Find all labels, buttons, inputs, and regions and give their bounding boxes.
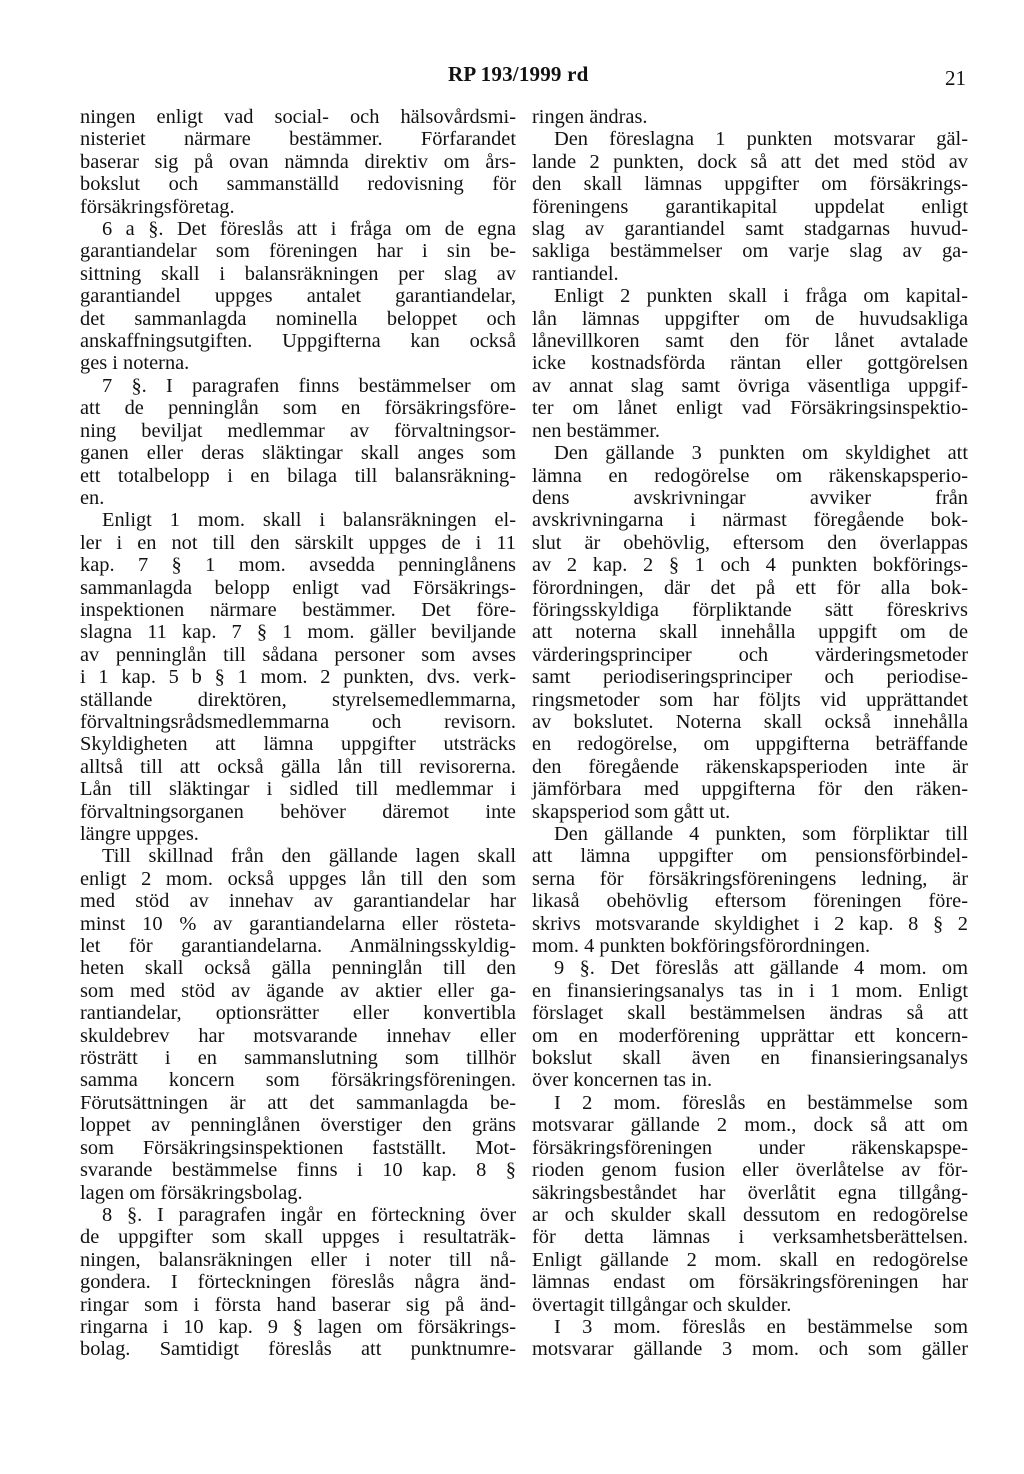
left-column-text-line: bolag. Samtidigt föreslås att punktnumre-: [80, 1338, 516, 1361]
left-column-text-line: 8 §. I paragrafen ingår en förteckning över: [102, 1203, 516, 1226]
right-column-text-line: att lämna uppgifter om pensionsförbindel-: [532, 845, 968, 868]
right-column-text-line: ringsmetoder som har följts vid upprättandet: [532, 688, 968, 711]
right-column-text-line: mom. 4 punkten bokföringsförordningen.: [532, 935, 871, 958]
left-column-text-line: en.: [80, 486, 105, 509]
left-column-text-line: Skyldigheten att lämna uppgifter utsträcks: [80, 733, 516, 756]
left-column-text-line: heten skall också gälla penninglån till den: [80, 957, 516, 980]
right-column-text-line: 9 §. Det föreslås att gällande 4 mom. om: [554, 957, 968, 980]
right-column-text-line: slag av garantiandel samt stadgarnas huvud-: [532, 218, 968, 241]
left-column-text-line: samma koncern som försäkringsföreningen.: [80, 1069, 516, 1092]
right-column-text-line: av bokslutet. Noterna skall också innehålla: [532, 710, 968, 733]
left-column-text-line: ställande direktören, styrelsemedlemmarna,: [80, 688, 516, 711]
right-column-text-line: för detta lämnas i verksamhetsberättelsen.: [532, 1226, 968, 1249]
left-column-text-line: ringarna i 10 kap. 9 § lagen om försäkrings-: [80, 1315, 516, 1338]
right-column-text-line: en finansieringsanalys tas in i 1 mom. Enligt: [532, 979, 968, 1002]
left-column-text-line: loppet av penninglånen överstiger den gräns: [80, 1114, 516, 1137]
left-column-text-line: ler i en not till den särskilt uppges de i 11: [80, 531, 516, 554]
left-column-text-line: ningen, balansräkningen eller i noter till nå-: [80, 1248, 516, 1271]
right-column-text-line: skapsperiod som gått ut.: [532, 800, 731, 823]
right-column-text-line: förslaget skall bestämmelsen ändras så att: [532, 1002, 968, 1025]
right-column-text-line: jämförbara med uppgifterna för den räken-: [532, 778, 968, 801]
left-column-text-line: av penninglån till sådana personer som avses: [80, 643, 516, 666]
right-column-text-line: lånevillkoren samt den för lånet avtalade: [532, 330, 968, 353]
right-column-text-line: den skall lämnas uppgifter om försäkrings-: [532, 173, 968, 196]
left-column-text-line: let för garantiandelarna. Anmälningsskyldig-: [80, 935, 516, 958]
right-column-text-line: icke kostnadsförda räntan eller gottgörelsen: [532, 352, 968, 375]
left-column-text-line: slagna 11 kap. 7 § 1 mom. gäller beviljande: [80, 621, 516, 644]
right-column-text-line: rantiandel.: [532, 262, 619, 285]
left-column-text-line: som Försäkringsinspektionen fastställt. Mot-: [80, 1136, 516, 1159]
left-column-text-line: skuldebrev har motsvarande innehav eller: [80, 1024, 516, 1047]
left-column-text-line: sammanlagda belopp enligt vad Försäkrings-: [80, 576, 516, 599]
right-column-text-line: bokslut skall även en finansieringsanalys: [532, 1047, 968, 1070]
left-column-text-line: garantiandelar som föreningen har i sin be-: [80, 240, 516, 263]
left-column-text-line: 7 §. I paragrafen finns bestämmelser om: [102, 374, 516, 397]
right-column-text-line: lån lämnas uppgifter om de huvudsakliga: [532, 307, 968, 330]
left-column-text-line: bokslut och sammanställd redovisning för: [80, 173, 516, 196]
right-column-text-line: den föregående räkenskapsperioden inte är: [532, 755, 968, 778]
left-column-text-line: som med stöd av ägande av aktier eller ga-: [80, 979, 516, 1002]
right-column-text-line: föreningens garantikapital uppdelat enligt: [532, 195, 968, 218]
right-column-text-line: Den föreslagna 1 punkten motsvarar gäl-: [554, 128, 968, 151]
left-column-text-line: alltså till att också gälla lån till revisorerna.: [80, 755, 516, 778]
right-column-text-line: ar och skulder skall dessutom en redogörelse: [532, 1203, 968, 1226]
right-column-text-line: ringen ändras.: [532, 106, 648, 128]
right-column-text-line: rioden genom fusion eller överlåtelse av för-: [532, 1159, 968, 1182]
left-column-text-line: minst 10 % av garantiandelarna eller rösteta-: [80, 912, 516, 935]
left-column-text-line: Lån till släktingar i sidled till medlemmar i: [80, 778, 516, 801]
right-column-text-line: samt periodiseringsprinciper och periodise-: [532, 666, 968, 689]
left-column-text-line: inspektionen närmare bestämmer. Det före-: [80, 598, 516, 621]
right-column-text-line: värderingsprinciper och värderingsmetoder: [532, 643, 968, 666]
right-column-text-line: föringsskyldiga förpliktande sätt föreskrivs: [532, 598, 968, 621]
right-column-text-line: Enligt gällande 2 mom. skall en redogörelse: [532, 1248, 968, 1271]
left-column-text-line: kap. 7 § 1 mom. avsedda penninglånens: [80, 554, 516, 577]
left-column-text-line: gondera. I förteckningen föreslås några änd-: [80, 1271, 516, 1294]
left-column-text-line: Till skillnad från den gällande lagen skall: [102, 845, 516, 868]
left-column-text-line: 6 a §. Det föreslås att i fråga om de egna: [102, 218, 516, 241]
right-column-text-line: en redogörelse, om uppgifterna beträffande: [532, 733, 968, 756]
left-column-text-line: garantiandel uppges antalet garantiandelar,: [80, 285, 516, 308]
left-column-text-line: i 1 kap. 5 b § 1 mom. 2 punkten, dvs. verk-: [80, 666, 516, 689]
left-column-text-line: försäkringsföretag.: [80, 195, 235, 218]
right-column-text-line: av annat slag samt övriga väsentliga uppgif-: [532, 374, 968, 397]
left-column-text-line: ningen enligt vad social- och hälsovårdsmi-: [80, 106, 516, 128]
left-column-text-line: förvaltningsrådsmedlemmarna och revisorn.: [80, 710, 516, 733]
right-column-text-line: motsvarar gällande 2 mom., dock så att om: [532, 1114, 968, 1137]
left-column-text-line: de uppgifter som skall uppges i resultaträk-: [80, 1226, 516, 1249]
left-column-text-line: rösträtt i en sammanslutning som tillhör: [80, 1047, 516, 1070]
right-column-text-line: I 2 mom. föreslås en bestämmelse som: [554, 1091, 968, 1114]
right-column-text-line: förordningen, där det på ett för alla bok-: [532, 576, 968, 599]
right-column-text-line: Den gällande 3 punkten om skyldighet att: [554, 442, 968, 465]
right-column-text-line: av 2 kap. 2 § 1 och 4 punkten bokförings-: [532, 554, 968, 577]
running-title: RP 193/1999 rd: [448, 62, 589, 86]
left-column-text-line: enligt 2 mom. också uppges lån till den som: [80, 867, 516, 890]
left-column-text-line: anskaffningsutgiften. Uppgifterna kan också: [80, 330, 516, 353]
left-column-text-line: längre uppges.: [80, 823, 199, 845]
left-column: [80, 106, 516, 1361]
right-column-text-line: övertagit tillgångar och skulder.: [532, 1293, 792, 1316]
right-column-text-line: om en moderförening upprättar ett koncern-: [532, 1024, 968, 1047]
right-column-text-line: över koncernen tas in.: [532, 1069, 713, 1092]
left-column-text-line: med stöd av innehav av garantiandelar har: [80, 890, 516, 913]
left-column-text-line: ganen eller deras släktingar skall anges som: [80, 442, 516, 465]
right-column-text-line: likaså obehövlig eftersom föreningen före-: [532, 890, 968, 913]
right-column-text-line: serna för försäkringsföreningens ledning, är: [532, 867, 968, 890]
left-column-text-line: Enligt 1 mom. skall i balansräkningen el-: [102, 509, 516, 532]
right-column-text-line: I 3 mom. föreslås en bestämmelse som: [554, 1315, 968, 1338]
left-column-text-line: förvaltningsorganen behöver däremot inte: [80, 800, 516, 823]
right-column-text-line: Den gällande 4 punkten, som förpliktar till: [554, 823, 968, 845]
right-column-text-line: motsvarar gällande 3 mom. och som gäller: [532, 1338, 968, 1361]
right-column-text-line: nen bestämmer.: [532, 419, 660, 442]
right-column: [532, 106, 968, 1361]
left-column-text-line: rantiandelar, optionsrätter eller konvertibla: [80, 1002, 516, 1025]
running-header: [0, 62, 1024, 92]
right-column-text-line: lande 2 punkten, dock så att det med stöd av: [532, 150, 968, 173]
right-column-text-line: lämna en redogörelse om räkenskapsperio-: [532, 464, 968, 487]
left-column-text-line: Förutsättningen är att det sammanlagda be-: [80, 1091, 516, 1114]
left-column-text-line: baserar sig på ovan nämnda direktiv om års-: [80, 150, 516, 173]
right-column-text-line: försäkringsföreningen under räkenskapspe-: [532, 1136, 968, 1159]
right-column-text-line: sakliga bestämmelser om varje slag av ga-: [532, 240, 968, 263]
left-column-text-line: ning beviljat medlemmar av förvaltningsor-: [80, 419, 516, 442]
left-column-text-line: nisteriet närmare bestämmer. Förfarandet: [80, 128, 516, 151]
left-column-text-line: lagen om försäkringsbolag.: [80, 1181, 303, 1204]
right-column-text-line: säkringsbeståndet har överlåtit egna tillgång-: [532, 1181, 968, 1204]
right-column-text-line: avskrivningarna i närmast föregående bok-: [532, 509, 968, 532]
left-column-text-line: ringar som i första hand baserar sig på änd-: [80, 1293, 516, 1316]
right-column-text-line: dens avskrivningar avviker från: [532, 486, 968, 509]
left-column-text-line: sittning skall i balansräkningen per slag av: [80, 262, 516, 285]
left-column-text-line: ges i noterna.: [80, 352, 190, 375]
right-column-text-line: Enligt 2 punkten skall i fråga om kapital-: [554, 285, 968, 308]
left-column-text-line: det sammanlagda nominella beloppet och: [80, 307, 516, 330]
right-column-text-line: att noterna skall innehålla uppgift om de: [532, 621, 968, 644]
right-column-text-line: skrivs motsvarande skyldighet i 2 kap. 8 § 2: [532, 912, 968, 935]
right-column-text-line: lämnas endast om försäkringsföreningen har: [532, 1271, 968, 1294]
right-column-text-line: slut är obehövlig, eftersom den överlappas: [532, 531, 968, 554]
left-column-text-line: ett totalbelopp i en bilaga till balansräkning-: [80, 464, 516, 487]
page-number: 21: [945, 66, 966, 90]
left-column-text-line: svarande bestämmelse finns i 10 kap. 8 §: [80, 1159, 516, 1182]
left-column-text-line: att de penninglån som en försäkringsföre-: [80, 397, 516, 420]
right-column-text-line: ter om lånet enligt vad Försäkringsinspektio-: [532, 397, 968, 420]
